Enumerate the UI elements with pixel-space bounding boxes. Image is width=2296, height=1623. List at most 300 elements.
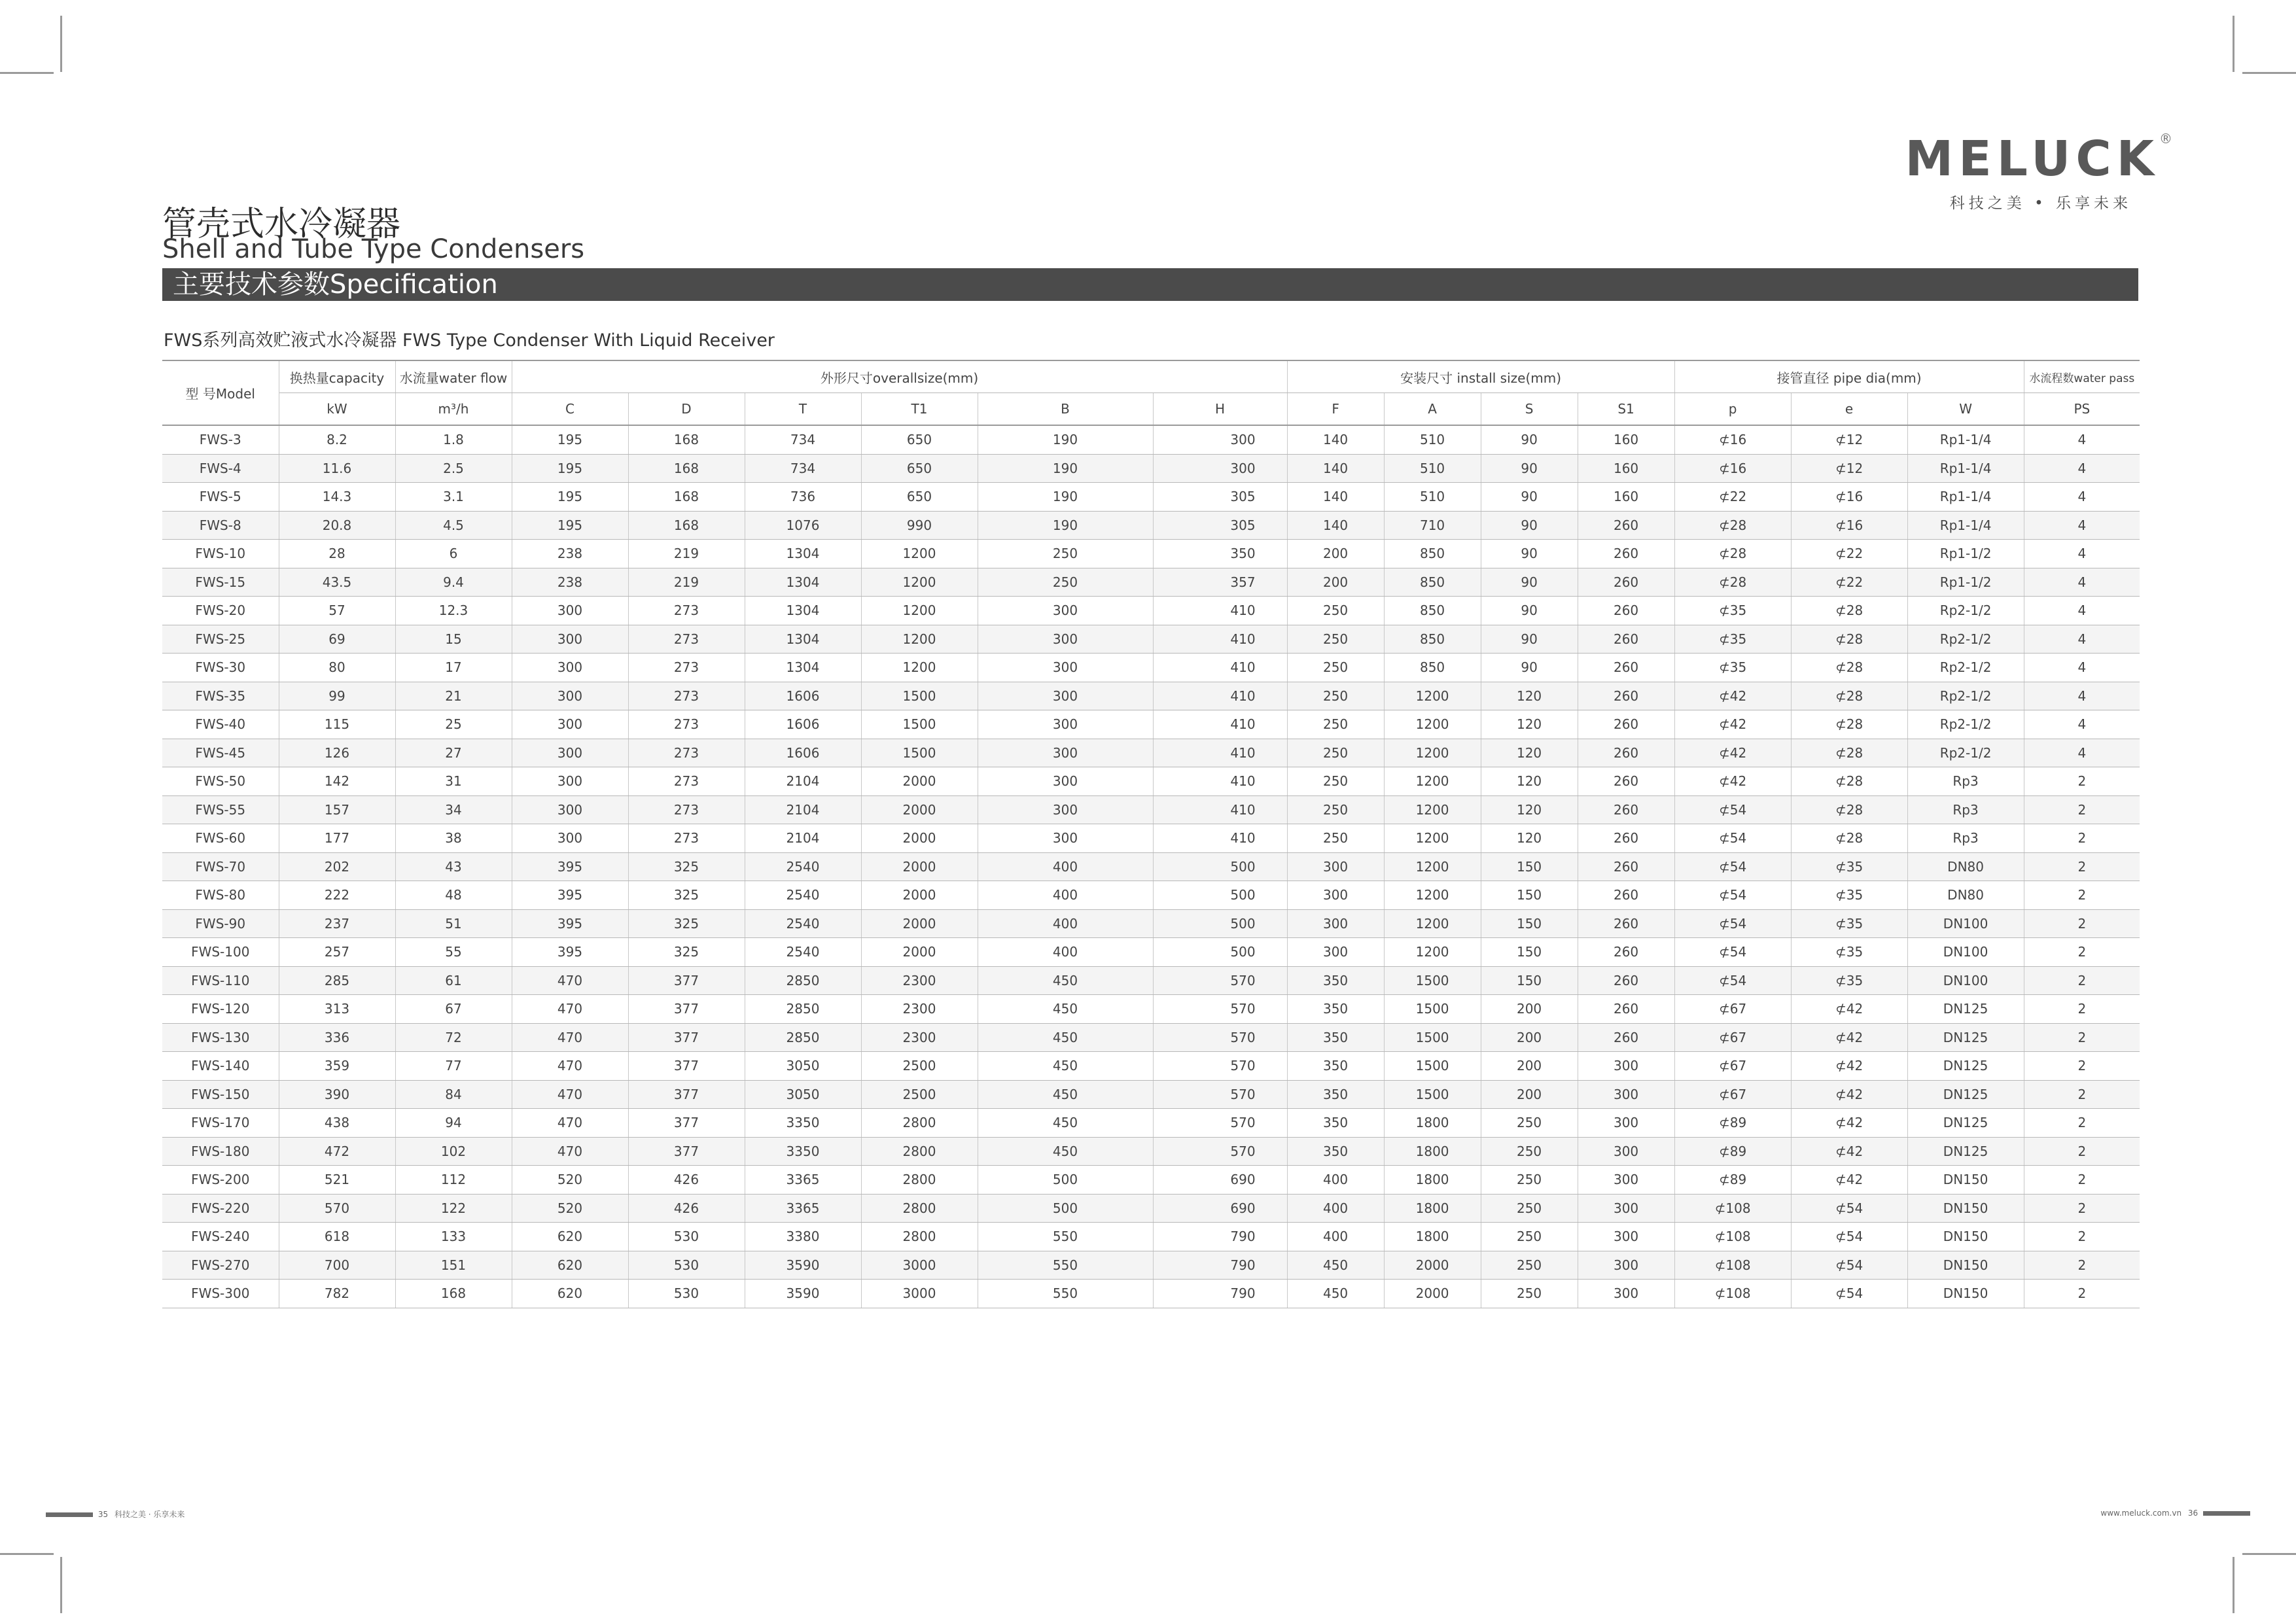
value-cell: DN80 bbox=[1907, 852, 2024, 881]
value-cell: 168 bbox=[395, 1280, 512, 1308]
value-cell: 438 bbox=[279, 1109, 395, 1138]
value-cell: 530 bbox=[628, 1223, 745, 1251]
specification-heading: 主要技术参数Specification bbox=[162, 268, 2138, 301]
value-cell: 650 bbox=[861, 454, 978, 483]
value-cell: 520 bbox=[512, 1166, 628, 1195]
value-cell: 133 bbox=[395, 1223, 512, 1251]
table-row bbox=[162, 1166, 2140, 1195]
value-cell: Rp3 bbox=[1907, 767, 2024, 796]
model-cell: FWS-200 bbox=[162, 1166, 279, 1195]
value-cell: 1200 bbox=[861, 654, 978, 682]
value-cell: 400 bbox=[978, 938, 1153, 967]
value-cell: 426 bbox=[628, 1194, 745, 1223]
value-cell: 250 bbox=[1481, 1194, 1578, 1223]
model-cell: FWS-25 bbox=[162, 625, 279, 654]
value-cell: 3350 bbox=[745, 1109, 861, 1138]
value-cell: 300 bbox=[1578, 1166, 1674, 1195]
value-cell: 2850 bbox=[745, 995, 861, 1024]
value-cell: 2 bbox=[2024, 1194, 2140, 1223]
value-cell: 238 bbox=[512, 540, 628, 568]
value-cell: 472 bbox=[279, 1137, 395, 1166]
value-cell: 1800 bbox=[1384, 1166, 1481, 1195]
unit-header-cell: m³/h bbox=[395, 393, 512, 426]
value-cell: 450 bbox=[1287, 1251, 1384, 1280]
value-cell: 850 bbox=[1384, 625, 1481, 654]
value-cell: 410 bbox=[1153, 824, 1287, 853]
value-cell: 1200 bbox=[1384, 852, 1481, 881]
value-cell: ⊄108 bbox=[1674, 1251, 1791, 1280]
value-cell: 300 bbox=[978, 739, 1153, 767]
table-row bbox=[162, 1109, 2140, 1138]
value-cell: 2 bbox=[2024, 938, 2140, 967]
model-cell: FWS-20 bbox=[162, 597, 279, 625]
value-cell: 2 bbox=[2024, 824, 2140, 853]
table-row bbox=[162, 454, 2140, 483]
value-cell: ⊄54 bbox=[1674, 852, 1791, 881]
table-row bbox=[162, 483, 2140, 512]
value-cell: 190 bbox=[978, 483, 1153, 512]
value-cell: 195 bbox=[512, 454, 628, 483]
table-row bbox=[162, 1080, 2140, 1109]
value-cell: ⊄54 bbox=[1791, 1280, 1907, 1308]
value-cell: 21 bbox=[395, 682, 512, 710]
value-cell: 2000 bbox=[861, 852, 978, 881]
value-cell: 115 bbox=[279, 710, 395, 739]
value-cell: 570 bbox=[279, 1194, 395, 1223]
value-cell: 570 bbox=[1153, 1080, 1287, 1109]
value-cell: 300 bbox=[1578, 1280, 1674, 1308]
value-cell: ⊄42 bbox=[1791, 995, 1907, 1024]
value-cell: 4 bbox=[2024, 540, 2140, 568]
unit-header-cell: A bbox=[1384, 393, 1481, 426]
value-cell: 520 bbox=[512, 1194, 628, 1223]
value-cell: 2104 bbox=[745, 824, 861, 853]
value-cell: 150 bbox=[1481, 966, 1578, 995]
table-subtitle: FWS系列高效贮液式水冷凝器 FWS Type Condenser With Liquid Receiver bbox=[164, 330, 775, 351]
table-row bbox=[162, 1052, 2140, 1081]
value-cell: 61 bbox=[395, 966, 512, 995]
value-cell: 120 bbox=[1481, 710, 1578, 739]
value-cell: 570 bbox=[1153, 1109, 1287, 1138]
value-cell: 140 bbox=[1287, 425, 1384, 454]
value-cell: 530 bbox=[628, 1251, 745, 1280]
value-cell: 300 bbox=[978, 597, 1153, 625]
value-cell: 400 bbox=[978, 909, 1153, 938]
value-cell: 160 bbox=[1578, 425, 1674, 454]
value-cell: 350 bbox=[1287, 1109, 1384, 1138]
value-cell: 300 bbox=[1578, 1109, 1674, 1138]
value-cell: 273 bbox=[628, 739, 745, 767]
value-cell: 1500 bbox=[1384, 1080, 1481, 1109]
value-cell: 168 bbox=[628, 425, 745, 454]
value-cell: 300 bbox=[512, 682, 628, 710]
value-cell: 200 bbox=[1287, 540, 1384, 568]
value-cell: 450 bbox=[978, 1109, 1153, 1138]
value-cell: ⊄35 bbox=[1791, 852, 1907, 881]
value-cell: 1500 bbox=[861, 739, 978, 767]
value-cell: 377 bbox=[628, 966, 745, 995]
value-cell: 450 bbox=[978, 1137, 1153, 1166]
value-cell: 140 bbox=[1287, 511, 1384, 540]
value-cell: 470 bbox=[512, 1137, 628, 1166]
table-row bbox=[162, 654, 2140, 682]
value-cell: 734 bbox=[745, 425, 861, 454]
value-cell: 90 bbox=[1481, 540, 1578, 568]
value-cell: ⊄108 bbox=[1674, 1280, 1791, 1308]
value-cell: 1200 bbox=[1384, 938, 1481, 967]
value-cell: 31 bbox=[395, 767, 512, 796]
value-cell: 150 bbox=[1481, 852, 1578, 881]
value-cell: 3590 bbox=[745, 1280, 861, 1308]
value-cell: 250 bbox=[1481, 1280, 1578, 1308]
value-cell: 377 bbox=[628, 1137, 745, 1166]
value-cell: 4 bbox=[2024, 739, 2140, 767]
value-cell: 43.5 bbox=[279, 568, 395, 597]
value-cell: 77 bbox=[395, 1052, 512, 1081]
value-cell: 500 bbox=[1153, 909, 1287, 938]
value-cell: 28 bbox=[279, 540, 395, 568]
value-cell: 500 bbox=[1153, 852, 1287, 881]
value-cell: 126 bbox=[279, 739, 395, 767]
value-cell: ⊄42 bbox=[1674, 682, 1791, 710]
value-cell: 1200 bbox=[1384, 824, 1481, 853]
value-cell: 410 bbox=[1153, 654, 1287, 682]
model-cell: FWS-140 bbox=[162, 1052, 279, 1081]
value-cell: 990 bbox=[861, 511, 978, 540]
value-cell: 1304 bbox=[745, 568, 861, 597]
value-cell: ⊄42 bbox=[1791, 1052, 1907, 1081]
value-cell: 350 bbox=[1153, 540, 1287, 568]
value-cell: DN125 bbox=[1907, 1109, 2024, 1138]
value-cell: 84 bbox=[395, 1080, 512, 1109]
value-cell: 2 bbox=[2024, 1052, 2140, 1081]
value-cell: ⊄54 bbox=[1674, 881, 1791, 910]
value-cell: 300 bbox=[512, 739, 628, 767]
value-cell: 250 bbox=[1287, 824, 1384, 853]
table-row bbox=[162, 767, 2140, 796]
value-cell: 359 bbox=[279, 1052, 395, 1081]
value-cell: Rp2-1/2 bbox=[1907, 682, 2024, 710]
value-cell: 550 bbox=[978, 1280, 1153, 1308]
value-cell: 620 bbox=[512, 1280, 628, 1308]
value-cell: 410 bbox=[1153, 795, 1287, 824]
value-cell: 400 bbox=[1287, 1223, 1384, 1251]
value-cell: Rp1-1/4 bbox=[1907, 425, 2024, 454]
model-cell: FWS-220 bbox=[162, 1194, 279, 1223]
value-cell: 260 bbox=[1578, 597, 1674, 625]
footer-right bbox=[2100, 1509, 2250, 1518]
value-cell: 190 bbox=[978, 454, 1153, 483]
value-cell: ⊄42 bbox=[1791, 1166, 1907, 1195]
value-cell: 48 bbox=[395, 881, 512, 910]
value-cell: 1200 bbox=[861, 540, 978, 568]
value-cell: 1304 bbox=[745, 625, 861, 654]
value-cell: 410 bbox=[1153, 625, 1287, 654]
value-cell: 250 bbox=[978, 540, 1153, 568]
value-cell: 300 bbox=[1578, 1194, 1674, 1223]
unit-header-cell: kW bbox=[279, 393, 395, 426]
header-capacity: 换热量capacity bbox=[279, 360, 395, 393]
value-cell: 500 bbox=[1153, 938, 1287, 967]
value-cell: 150 bbox=[1481, 938, 1578, 967]
value-cell: 69 bbox=[279, 625, 395, 654]
value-cell: ⊄22 bbox=[1674, 483, 1791, 512]
value-cell: ⊄54 bbox=[1674, 909, 1791, 938]
value-cell: Rp1-1/4 bbox=[1907, 454, 2024, 483]
value-cell: 470 bbox=[512, 1052, 628, 1081]
value-cell: 273 bbox=[628, 625, 745, 654]
value-cell: 160 bbox=[1578, 454, 1674, 483]
value-cell: 2800 bbox=[861, 1137, 978, 1166]
value-cell: Rp2-1/2 bbox=[1907, 654, 2024, 682]
value-cell: ⊄42 bbox=[1791, 1023, 1907, 1052]
value-cell: 300 bbox=[978, 682, 1153, 710]
unit-header-cell: D bbox=[628, 393, 745, 426]
value-cell: ⊄42 bbox=[1791, 1109, 1907, 1138]
value-cell: 250 bbox=[1481, 1137, 1578, 1166]
table-row bbox=[162, 597, 2140, 625]
page-title-en: Shell and Tube Type Condensers bbox=[162, 234, 585, 264]
value-cell: ⊄12 bbox=[1791, 454, 1907, 483]
unit-header-cell: T bbox=[745, 393, 861, 426]
value-cell: 140 bbox=[1287, 483, 1384, 512]
value-cell: 300 bbox=[1578, 1223, 1674, 1251]
value-cell: 3380 bbox=[745, 1223, 861, 1251]
value-cell: 570 bbox=[1153, 1137, 1287, 1166]
value-cell: 2000 bbox=[861, 767, 978, 796]
value-cell: 850 bbox=[1384, 540, 1481, 568]
logo-wordmark: MELUCK bbox=[1905, 131, 2159, 187]
value-cell: 20.8 bbox=[279, 511, 395, 540]
value-cell: 90 bbox=[1481, 511, 1578, 540]
value-cell: ⊄28 bbox=[1791, 767, 1907, 796]
table-row bbox=[162, 625, 2140, 654]
value-cell: 2 bbox=[2024, 1109, 2140, 1138]
value-cell: 850 bbox=[1384, 568, 1481, 597]
value-cell: 2 bbox=[2024, 1023, 2140, 1052]
table-row bbox=[162, 1251, 2140, 1280]
value-cell: 90 bbox=[1481, 483, 1578, 512]
value-cell: 168 bbox=[628, 483, 745, 512]
model-cell: FWS-4 bbox=[162, 454, 279, 483]
value-cell: 325 bbox=[628, 852, 745, 881]
header-install-size: 安装尺寸 install size(mm) bbox=[1287, 360, 1674, 393]
value-cell: 450 bbox=[978, 995, 1153, 1024]
value-cell: 300 bbox=[1578, 1137, 1674, 1166]
value-cell: 2000 bbox=[1384, 1251, 1481, 1280]
value-cell: 260 bbox=[1578, 682, 1674, 710]
table-row bbox=[162, 710, 2140, 739]
table-row bbox=[162, 511, 2140, 540]
value-cell: 200 bbox=[1481, 1023, 1578, 1052]
value-cell: ⊄35 bbox=[1791, 938, 1907, 967]
value-cell: 260 bbox=[1578, 852, 1674, 881]
model-cell: FWS-30 bbox=[162, 654, 279, 682]
value-cell: 690 bbox=[1153, 1194, 1287, 1223]
table-row bbox=[162, 938, 2140, 967]
value-cell: 1800 bbox=[1384, 1137, 1481, 1166]
value-cell: 350 bbox=[1287, 995, 1384, 1024]
value-cell: 260 bbox=[1578, 1023, 1674, 1052]
value-cell: 120 bbox=[1481, 795, 1578, 824]
value-cell: 4.5 bbox=[395, 511, 512, 540]
value-cell: 3365 bbox=[745, 1166, 861, 1195]
value-cell: 300 bbox=[978, 824, 1153, 853]
value-cell: 2300 bbox=[861, 995, 978, 1024]
value-cell: 570 bbox=[1153, 1023, 1287, 1052]
value-cell: ⊄54 bbox=[1791, 1194, 1907, 1223]
value-cell: 195 bbox=[512, 483, 628, 512]
value-cell: 11.6 bbox=[279, 454, 395, 483]
table-row bbox=[162, 425, 2140, 454]
value-cell: 27 bbox=[395, 739, 512, 767]
value-cell: ⊄108 bbox=[1674, 1194, 1791, 1223]
table-row bbox=[162, 540, 2140, 568]
crop-mark bbox=[2233, 1557, 2234, 1613]
value-cell: 260 bbox=[1578, 966, 1674, 995]
value-cell: Rp2-1/2 bbox=[1907, 625, 2024, 654]
value-cell: 140 bbox=[1287, 454, 1384, 483]
unit-header-cell: p bbox=[1674, 393, 1791, 426]
value-cell: 850 bbox=[1384, 654, 1481, 682]
value-cell: 90 bbox=[1481, 425, 1578, 454]
value-cell: 250 bbox=[1481, 1166, 1578, 1195]
value-cell: 300 bbox=[512, 824, 628, 853]
value-cell: 300 bbox=[978, 625, 1153, 654]
value-cell: DN125 bbox=[1907, 1137, 2024, 1166]
value-cell: DN150 bbox=[1907, 1251, 2024, 1280]
header-pipe-dia: 接管直径 pipe dia(mm) bbox=[1674, 360, 2024, 393]
value-cell: 300 bbox=[512, 767, 628, 796]
value-cell: 470 bbox=[512, 966, 628, 995]
value-cell: 12.3 bbox=[395, 597, 512, 625]
value-cell: ⊄54 bbox=[1674, 938, 1791, 967]
value-cell: 1500 bbox=[1384, 1023, 1481, 1052]
value-cell: Rp2-1/2 bbox=[1907, 597, 2024, 625]
value-cell: 2540 bbox=[745, 938, 861, 967]
value-cell: 426 bbox=[628, 1166, 745, 1195]
value-cell: 273 bbox=[628, 767, 745, 796]
value-cell: ⊄28 bbox=[1791, 795, 1907, 824]
table-unit-header-row bbox=[162, 393, 2140, 426]
value-cell: 3050 bbox=[745, 1052, 861, 1081]
table-row bbox=[162, 1137, 2140, 1166]
value-cell: 2500 bbox=[861, 1052, 978, 1081]
model-cell: FWS-100 bbox=[162, 938, 279, 967]
value-cell: 6 bbox=[395, 540, 512, 568]
value-cell: ⊄54 bbox=[1674, 966, 1791, 995]
value-cell: 257 bbox=[279, 938, 395, 967]
value-cell: ⊄42 bbox=[1674, 739, 1791, 767]
value-cell: 3350 bbox=[745, 1137, 861, 1166]
value-cell: 2 bbox=[2024, 1137, 2140, 1166]
value-cell: 260 bbox=[1578, 938, 1674, 967]
value-cell: DN125 bbox=[1907, 995, 2024, 1024]
value-cell: 570 bbox=[1153, 966, 1287, 995]
value-cell: 285 bbox=[279, 966, 395, 995]
value-cell: DN150 bbox=[1907, 1280, 2024, 1308]
value-cell: 530 bbox=[628, 1280, 745, 1308]
value-cell: 120 bbox=[1481, 739, 1578, 767]
value-cell: 2500 bbox=[861, 1080, 978, 1109]
value-cell: 790 bbox=[1153, 1251, 1287, 1280]
value-cell: 550 bbox=[978, 1251, 1153, 1280]
value-cell: DN100 bbox=[1907, 966, 2024, 995]
registered-mark: ® bbox=[2159, 131, 2172, 147]
value-cell: 2 bbox=[2024, 995, 2140, 1024]
value-cell: 377 bbox=[628, 1109, 745, 1138]
value-cell: 410 bbox=[1153, 682, 1287, 710]
crop-mark bbox=[0, 72, 54, 74]
value-cell: 250 bbox=[1287, 682, 1384, 710]
model-cell: FWS-40 bbox=[162, 710, 279, 739]
value-cell: 200 bbox=[1481, 995, 1578, 1024]
value-cell: ⊄89 bbox=[1674, 1109, 1791, 1138]
value-cell: 250 bbox=[1481, 1109, 1578, 1138]
value-cell: Rp1-1/2 bbox=[1907, 568, 2024, 597]
header-water-flow: 水流量water flow bbox=[395, 360, 512, 393]
value-cell: 1606 bbox=[745, 710, 861, 739]
value-cell: 1200 bbox=[1384, 767, 1481, 796]
value-cell: 300 bbox=[512, 654, 628, 682]
footer-slogan: 科技之美 · 乐享未来 bbox=[114, 1510, 185, 1519]
value-cell: 325 bbox=[628, 881, 745, 910]
value-cell: 3050 bbox=[745, 1080, 861, 1109]
value-cell: 195 bbox=[512, 425, 628, 454]
value-cell: 300 bbox=[978, 767, 1153, 796]
value-cell: 410 bbox=[1153, 710, 1287, 739]
value-cell: 305 bbox=[1153, 511, 1287, 540]
value-cell: 151 bbox=[395, 1251, 512, 1280]
table-row bbox=[162, 1023, 2140, 1052]
value-cell: 2 bbox=[2024, 767, 2140, 796]
value-cell: 350 bbox=[1287, 1052, 1384, 1081]
value-cell: 250 bbox=[1481, 1223, 1578, 1251]
value-cell: 219 bbox=[628, 568, 745, 597]
model-cell: FWS-45 bbox=[162, 739, 279, 767]
value-cell: DN150 bbox=[1907, 1194, 2024, 1223]
value-cell: ⊄35 bbox=[1674, 597, 1791, 625]
model-cell: FWS-130 bbox=[162, 1023, 279, 1052]
table-row bbox=[162, 1280, 2140, 1308]
value-cell: 273 bbox=[628, 710, 745, 739]
value-cell: 2 bbox=[2024, 795, 2140, 824]
value-cell: 250 bbox=[1481, 1251, 1578, 1280]
value-cell: ⊄28 bbox=[1791, 654, 1907, 682]
brand-slogan: 科技之美 • 乐享未来 bbox=[1949, 195, 2132, 212]
value-cell: 500 bbox=[1153, 881, 1287, 910]
value-cell: 1500 bbox=[1384, 1052, 1481, 1081]
value-cell: 250 bbox=[1287, 795, 1384, 824]
value-cell: Rp1-1/2 bbox=[1907, 540, 2024, 568]
value-cell: 400 bbox=[978, 852, 1153, 881]
value-cell: 90 bbox=[1481, 654, 1578, 682]
unit-header-cell: PS bbox=[2024, 393, 2140, 426]
value-cell: 2540 bbox=[745, 909, 861, 938]
value-cell: 2 bbox=[2024, 1280, 2140, 1308]
model-cell: FWS-120 bbox=[162, 995, 279, 1024]
value-cell: ⊄42 bbox=[1791, 1137, 1907, 1166]
header-overall-size: 外形尺寸overallsize(mm) bbox=[512, 360, 1287, 393]
value-cell: 67 bbox=[395, 995, 512, 1024]
value-cell: 300 bbox=[1287, 909, 1384, 938]
value-cell: 260 bbox=[1578, 824, 1674, 853]
model-cell: FWS-15 bbox=[162, 568, 279, 597]
model-cell: FWS-300 bbox=[162, 1280, 279, 1308]
value-cell: ⊄67 bbox=[1674, 1080, 1791, 1109]
value-cell: 1200 bbox=[861, 568, 978, 597]
value-cell: DN100 bbox=[1907, 938, 2024, 967]
